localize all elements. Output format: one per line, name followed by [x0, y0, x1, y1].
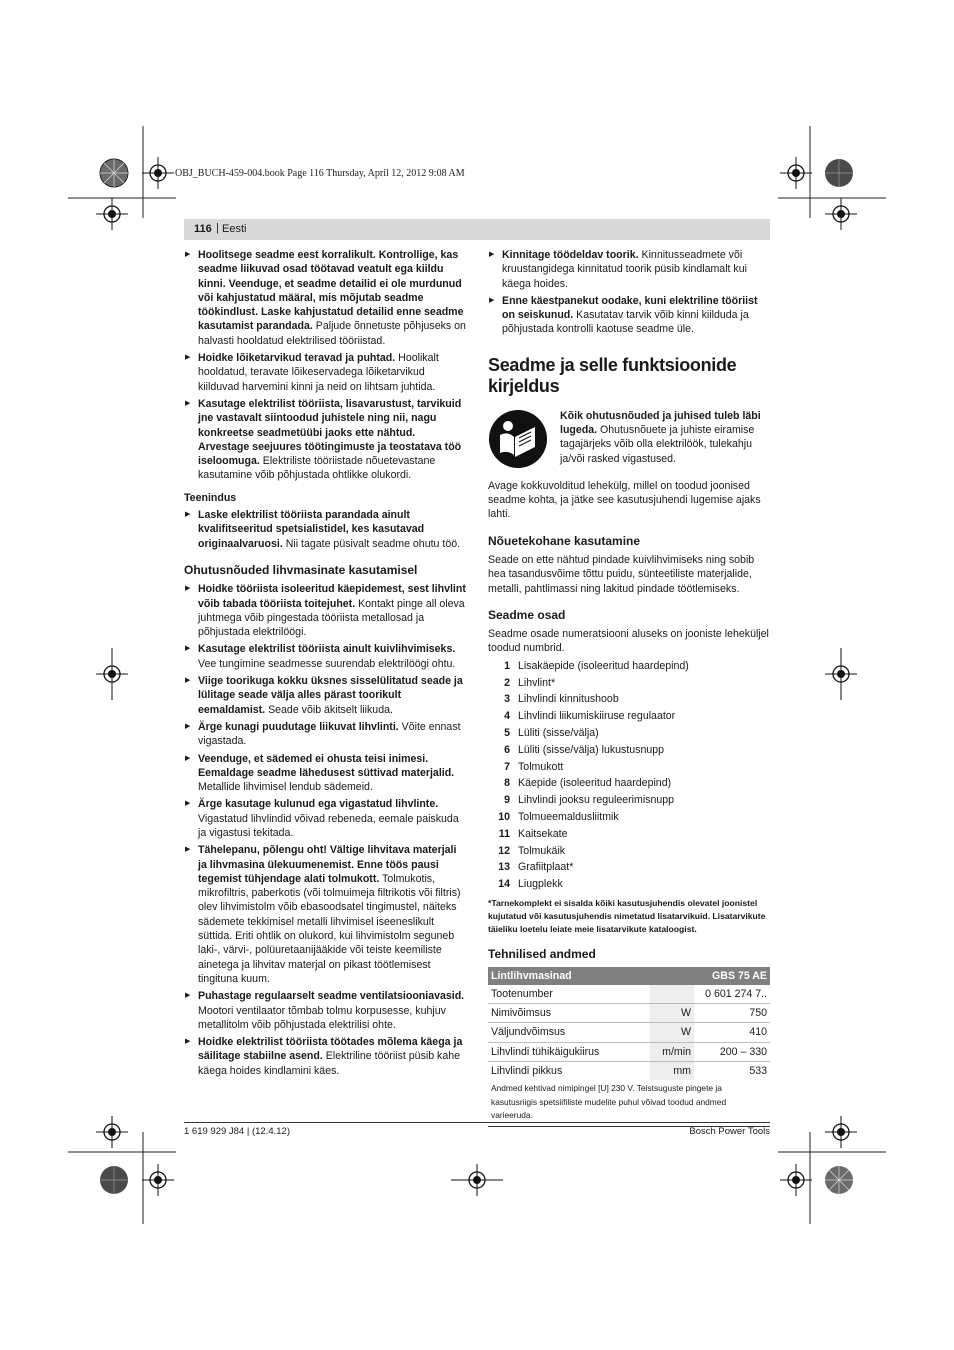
- bullet-item: ▶ Hoolitsege seadme eest korralikult. Kontrollige, kas seadme liikuvad osad töötavad veatult ega kiildu kinni. Veenduge, et seadme detailid ei ole murdunud või kahjustatud määral, mis mõjutab seadme töökindlust. Laske kahjustatud detailid enne seadme kasutamist parandada. Paljude õnnetuste põhjuseks on halvasti hooldatud elektrilised tööriistad.: [184, 248, 466, 348]
- list-item: 1 Lisakäepide (isoleeritud haardepind): [504, 659, 689, 672]
- list-item: 5 Lüliti (sisse/välja): [504, 726, 599, 739]
- footer-divider: [184, 1122, 770, 1123]
- bullet-item: ▶ Hoidke tööriista isoleeritud käepidemest, sest lihvlint võib tabada tööriista toitejuhet. Kontakt pinge all oleva juhtmega võib pingestada tööriista metallosad ja põhjustada elektrilöögi.: [184, 582, 466, 639]
- table-row: Tootenumber 0 601 274 7..: [488, 985, 770, 1004]
- table-footnote: Andmed kehtivad nimipingel [U] 230 V. Teistsuguste pingete ja kasutusriigis spetsiifiliste mudelite puhul võivad toodud andmed varieeruda.: [488, 1080, 770, 1127]
- table-row: Lihvlindi tühikäigukiirus m/min 200 – 330: [488, 1042, 770, 1061]
- read-instructions-text: Kõik ohutusnõuded ja juhised tuleb läbi lugeda. Ohutusnõuete ja juhiste eiramise tagajärjeks võib olla elektrilöök, tulekahju ja/või rasked vigastused.: [560, 409, 761, 465]
- table-row: Nimivõimsus W 750: [488, 1004, 770, 1023]
- service-heading: Teenindus: [184, 491, 237, 504]
- right-column: [488, 248, 770, 1127]
- crosshair-mark-icon: [811, 184, 871, 244]
- left-column: [184, 248, 466, 1081]
- footer-left: 1 619 929 J84 | (12.4.12): [184, 1126, 290, 1137]
- list-item: 8 Käepide (isoleeritud haardepind): [504, 777, 672, 790]
- parts-list: [488, 658, 770, 893]
- bullet-item: ▶ Viige toorikuga kokku üksnes sisselülitatud seade ja lülitage seade välja alles pärast toorikult eemaldamist. Seade võib äkitselt liikuda.: [184, 674, 466, 717]
- parts-heading: Seadme osad: [488, 607, 566, 622]
- crosshair-mark-icon: [811, 644, 871, 704]
- read-instructions-block: [488, 409, 770, 469]
- print-info: OBJ_BUCH-459-004.book Page 116 Thursday, April 12, 2012 9:08 AM: [175, 168, 465, 179]
- bullet-item: ▶ Laske elektrilist tööriista parandada ainult kvalifitseeritud spetsialistidel, kes kasutavad originaalvaruosi. Nii tagate püsivalt seadme ohutu töö.: [184, 508, 466, 551]
- table-header-cell: GBS 75 AE: [694, 967, 770, 985]
- header-language: Eesti: [222, 223, 247, 235]
- header-separator: |: [216, 222, 219, 234]
- list-item: 14 Liugplekk: [498, 878, 563, 891]
- crosshair-mark-icon: [82, 644, 142, 704]
- safety-heading: Ohutusnõuded lihvmasinate kasutamisel: [184, 562, 418, 577]
- registration-mark-icon: [809, 1150, 869, 1210]
- bullet-item: ▶ Hoidke elektrilist tööriista töötades mõlema käega ja säilitage stabiilne asend. Elektriline tööriist püsib kahe käega hoides kindlamini käes.: [184, 1035, 466, 1078]
- table-row: Lihvlindi pikkus mm 533: [488, 1062, 770, 1081]
- intended-use-heading: Nõuetekohane kasutamine: [488, 533, 641, 548]
- bullet-item: ▶ Hoidke lõiketarvikud teravad ja puhtad. Hoolikalt hooldatud, teravate lõikeservadega lõiketarvikud kiilduvad harvemini kinni ja neid on lihtsam juhtida.: [184, 351, 466, 394]
- table-header-cell: Lintlihvmasinad: [488, 967, 694, 985]
- list-item: 6 Lüliti (sisse/välja) lukustusnupp: [504, 743, 665, 756]
- page-header: [184, 219, 770, 240]
- list-item: 10 Tolmueemaldusliitmik: [498, 810, 619, 823]
- bullet-item: ▶ Tähelepanu, põlengu oht! Vältige lihvitava materjali ja lihvmasina ülekuumenemist. Enne töös pausi tegemist tühjendage alati tolmukott. Tolmukotis, mikrofiltris, paberkotis (või tolmuimeja filtrikotis või filtris) olev lihvimistolm võib ebasoodsatel tingimustel, näiteks sädemete tekkimisel metalli lihvimisel iseeneslikult süttida. Eriti ohtlik on olukord, kui lihvimistolm seguneb laki-, värvi-, polüuretaanijääkide või teiste keemiliste ainetega ja lihvitav materjal on pikast töötlemisest tingituna kuum.: [184, 843, 466, 986]
- bullet-item: ▶ Enne käestpanekut oodake, kuni elektriline tööriist on seiskunud. Kasutatav tarvik võib kinni kiilduda ja põhjustada kontrolli kaotuse seadme üle.: [488, 294, 770, 337]
- footer-right: Bosch Power Tools: [689, 1126, 770, 1137]
- technical-data-table: [488, 967, 770, 1081]
- page-number: 116: [194, 223, 212, 235]
- read-manual-icon: [488, 409, 548, 469]
- bullet-item: ▶ Ärge kunagi puudutage liikuvat lihvlinti. Võite ennast vigastada.: [184, 720, 466, 749]
- technical-data-heading: Tehnilised andmed: [488, 947, 596, 962]
- bullet-item: ▶ Veenduge, et sädemed ei ohusta teisi inimesi. Eemaldage seadme lähedusest süttivad materjalid. Metallide lihvimisel lendub sädemeid.: [184, 752, 466, 795]
- bullet-item: ▶ Kasutage elektrilist tööriista, lisavarustust, tarvikuid jne vastavalt siintoodud juhistele ning nii, nagu konkreetse seadmetüübi jaoks ette nähtud. Arvestage seejuures töötingimuste ja teostatava töö iseloomuga. Elektriliste tööriistade nõuetevastane kasutamine võib põhjustada ohtlikke olukordi.: [184, 397, 466, 483]
- list-item: 4 Lihvlindi liikumiskiiruse regulaator: [504, 710, 676, 723]
- bullet-item: ▶ Ärge kasutage kulunud ega vigastatud lihvlinte. Vigastatud lihvlindid võivad rebeneda, eemale paiskuda ja vigastusi tekitada.: [184, 797, 466, 840]
- list-item: 13 Grafiitplaat*: [498, 861, 574, 874]
- bullet-item: ▶ Kasutage elektrilist tööriista ainult kuivlihvimiseks. Vee tungimine seadmesse suurendab elektrilöögi ohtu.: [184, 642, 466, 671]
- list-item: 11 Kaitsekate: [498, 827, 568, 840]
- section-title: Seadme ja selle funktsioonide kirjeldus: [488, 354, 737, 396]
- accessories-note: *Tarnekomplekt ei sisalda kõiki kasutusjuhendis olevatel joonistel kujutatud või kasutusjuhendis nimetatud lisatarvikuid. Lisatarvikute täieliku loetelu leiate meie lisatarvikute kataloogist.: [488, 897, 766, 934]
- bullet-item: ▶ Puhastage regulaarselt seadme ventilatsiooniavasid. Mootori ventilaator tõmbab tolmu korpusesse, kuhjuv metallitolm võib põhjustada elektrilisi ohte.: [184, 989, 466, 1032]
- list-item: 9 Lihvlindi jooksu reguleerimisnupp: [504, 794, 675, 807]
- crosshair-mark-icon: [82, 184, 142, 244]
- intended-use-text: Seade on ette nähtud pindade kuivlihvimiseks ning sobib hea tasandusvõime tõttu puidu, sünteetiliste materjalide, metalli, pahtlimassi ning lakitud pindade töötlemiseks.: [488, 553, 755, 595]
- table-row: Väljundvõimsus W 410: [488, 1023, 770, 1042]
- list-item: 3 Lihvlindi kinnitushoob: [504, 693, 619, 706]
- fold-out-note: Avage kokkuvolditud lehekülg, millel on toodud joonised seadme kohta, ja jätke see kasutusjuhendi lugemise ajaks lahti.: [488, 479, 761, 521]
- list-item: 7 Tolmukott: [504, 760, 564, 773]
- parts-intro: Seadme osade numeratsiooni aluseks on jooniste leheküljel toodud numbrid.: [488, 628, 769, 655]
- list-item: 12 Tolmukäik: [498, 844, 566, 857]
- crosshair-mark-icon: [128, 1150, 188, 1210]
- crosshair-mark-icon: [447, 1150, 507, 1210]
- table-header-row: [488, 967, 770, 985]
- list-item: 2 Lihvlint*: [504, 676, 556, 689]
- bullet-item: ▶ Kinnitage töödeldav toorik. Kinnitusseadmete või kruustangidega kinnitatud toorik püsib kindlamalt kui käega hoides.: [488, 248, 770, 291]
